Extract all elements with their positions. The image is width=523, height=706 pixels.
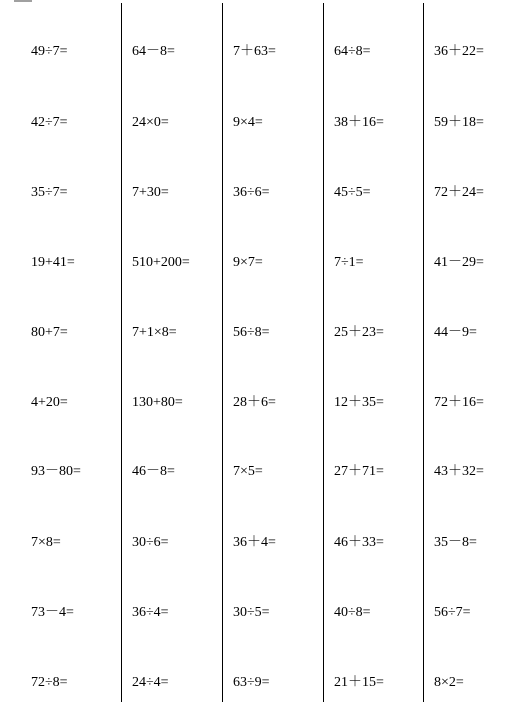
problem-cell: 7÷1=: [334, 255, 364, 270]
problem-cell: 36＋4=: [233, 535, 276, 550]
problem-cell: 9×7=: [233, 255, 263, 270]
problem-cell: 46＋33=: [334, 535, 384, 550]
column-divider: [222, 3, 223, 702]
problem-cell: 24÷4=: [132, 675, 169, 690]
top-edge-mark: [14, 0, 32, 2]
problem-cell: 35－8=: [434, 535, 477, 550]
problem-cell: 24×0=: [132, 115, 169, 130]
problem-cell: 9×4=: [233, 115, 263, 130]
problem-cell: 30÷6=: [132, 535, 169, 550]
problem-cell: 510+200=: [132, 255, 190, 270]
problem-cell: 28＋6=: [233, 395, 276, 410]
problem-cell: 59＋18=: [434, 115, 484, 130]
problem-cell: 27＋71=: [334, 464, 384, 479]
problem-cell: 8×2=: [434, 675, 464, 690]
problem-cell: 36÷6=: [233, 185, 270, 200]
problem-cell: 49÷7=: [31, 44, 68, 59]
problem-cell: 56÷8=: [233, 325, 270, 340]
problem-cell: 38＋16=: [334, 115, 384, 130]
problem-cell: 46－8=: [132, 464, 175, 479]
problem-cell: 35÷7=: [31, 185, 68, 200]
problem-cell: 42÷7=: [31, 115, 68, 130]
problem-cell: 45÷5=: [334, 185, 371, 200]
problem-cell: 30÷5=: [233, 605, 270, 620]
problem-cell: 43＋32=: [434, 464, 484, 479]
problem-cell: 36÷4=: [132, 605, 169, 620]
problem-cell: 7+30=: [132, 185, 169, 200]
problem-cell: 40÷8=: [334, 605, 371, 620]
problem-cell: 64－8=: [132, 44, 175, 59]
problem-cell: 25＋23=: [334, 325, 384, 340]
problem-cell: 72＋16=: [434, 395, 484, 410]
problem-cell: 36＋22=: [434, 44, 484, 59]
problem-cell: 72÷8=: [31, 675, 68, 690]
problem-cell: 64÷8=: [334, 44, 371, 59]
problem-cell: 93－80=: [31, 464, 81, 479]
column-divider: [423, 3, 424, 702]
problem-cell: 63÷9=: [233, 675, 270, 690]
problem-cell: 12＋35=: [334, 395, 384, 410]
problem-cell: 7+1×8=: [132, 325, 177, 340]
problem-cell: 7＋63=: [233, 44, 276, 59]
problem-cell: 4+20=: [31, 395, 68, 410]
problem-cell: 73－4=: [31, 605, 74, 620]
problem-cell: 130+80=: [132, 395, 183, 410]
problem-cell: 19+41=: [31, 255, 75, 270]
problem-cell: 7×8=: [31, 535, 61, 550]
problem-cell: 56÷7=: [434, 605, 471, 620]
problem-cell: 80+7=: [31, 325, 68, 340]
problem-cell: 72＋24=: [434, 185, 484, 200]
column-divider: [121, 3, 122, 702]
column-divider: [323, 3, 324, 702]
problem-cell: 21＋15=: [334, 675, 384, 690]
problem-cell: 7×5=: [233, 464, 263, 479]
problem-cell: 41－29=: [434, 255, 484, 270]
problem-cell: 44－9=: [434, 325, 477, 340]
